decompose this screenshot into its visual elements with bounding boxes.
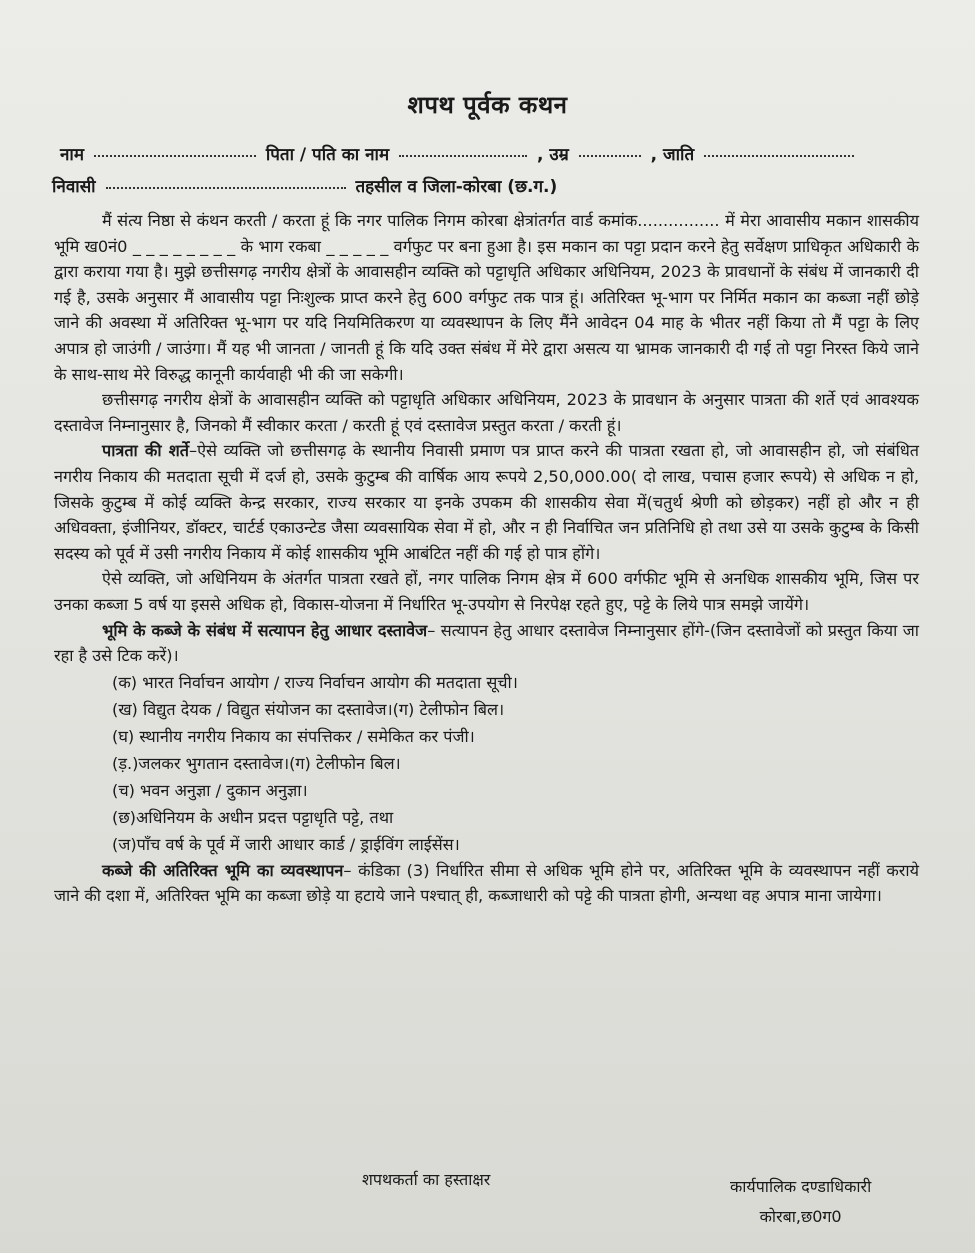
age-blank: [579, 154, 641, 157]
name-blank: [94, 154, 256, 157]
residence-label: निवासी: [52, 177, 96, 197]
document-list: [54, 669, 919, 858]
documents-heading: भूमि के कब्जे के संबंध में सत्यापन हेतु आधार दस्तावेज: [102, 620, 428, 640]
extra-land-text: – कंडिका (3) निर्धारित सीमा से अधिक भूमि होने पर, अतिरिक्त भूमि के व्यवस्थापन नहीं कराये जाने की दशा में, अतिरिक्त भूमि का कब्जा छोड़े या हटाये जाने पश्चात् ही, कब्जाधारी को पट्टे की पात्रता होगी, अन्यथा वह अपात्र माना जायेगा।: [54, 860, 919, 906]
eligibility-text: –ऐसे व्यक्ति जो छत्तीसगढ़ के स्थानीय निवासी प्रमाण पत्र प्राप्त करने की पात्रता रखता हो, जो आवासहीन हो, जो संबंधित नगरीय निकाय की मतदाता सूची में दर्ज हो, उसके कुटुम्ब की वार्षिक आय रूपये 2,50,000.00( दो लाख, पचास हजार रूपये) से अधिक न हो, जिसके कुटुम्ब में कोई व्यक्ति केन्द्र सरकार, राज्य सरकार या इनके उपकम की शासकीय सेवा में(चतुर्थ श्रेणी को छोड़कर) नहीं हो और न ही अधिवक्ता, इंजीनियर, डॉक्टर, चार्टर्ड एकाउन्टेड जैसा व्यवसायिक सेवा में हो, और न ही निर्वाचित जन प्रतिनिधि हो तथा उसे या उसके कुटुम्ब के किसी सदस्य को पूर्व में उसी नगरीय निकाय में कोई शासकीय भूमि आबंटित नहीं की गई हो पात्र होंगे।: [54, 441, 920, 563]
list-item: (ड़.)जलकर भुगतान दस्तावेज।(ग) टेलीफोन बिल।: [112, 753, 401, 773]
name-line: [60, 142, 915, 165]
document-title: शपथ पूर्वक कथन: [407, 91, 568, 119]
list-item: (क) भारत निर्वाचन आयोग / राज्य निर्वाचन आयोग की मतदाता सूची।: [112, 672, 518, 692]
father-blank: [399, 154, 527, 157]
residence-line: [52, 174, 915, 197]
documents-text: – सत्यापन हेतु आधार दस्तावेज निम्नानुसार होंगे-(जिन दस्तावेजों को प्रस्तुत किया जा रहा है उसे टिक करें)।: [54, 620, 919, 666]
list-item: (च) भवन अनुज्ञा / दुकान अनुज्ञा।: [112, 780, 308, 800]
tehsil-label: तहसील व जिला-कोरबा (छ.ग.): [355, 177, 558, 197]
father-label: पिता / पति का नाम: [265, 145, 390, 165]
paragraph-extra-land: [54, 858, 919, 909]
caste-blank: [704, 154, 854, 157]
affidavit-body: [54, 208, 919, 909]
caste-label: , जाति: [650, 145, 695, 165]
list-item: (घ) स्थानीय नगरीय निकाय का संपत्तिकर / समेकित कर पंजी।: [112, 726, 475, 746]
paragraph-land-limit: ऐसे व्यक्ति, जो अधिनियम के अंतर्गत पात्रता रखते हों, नगर पालिक निगम क्षेत्र में 600 वर्गफीट भूमि से अनधिक शासकीय भूमि, जिस पर उनका कब्जा 5 वर्ष या इससे अधिक हो, विकास-योजना में निर्धारित भू-उपयोग से निरपेक्ष रहते हुए, पट्टे के लिये पात्र समझे जायेंगे।: [54, 569, 919, 614]
magistrate-title: कार्यपालिक दण्डाधिकारी: [730, 1177, 872, 1196]
list-item: (ज)पाँच वर्ष के पूर्व में जारी आधार कार्ड / ड्राईविंग लाईसेंस।: [112, 834, 460, 854]
paragraph-declaration: मैं संत्य निष्ठा से कंथन करती / करता हूं कि नगर पालिक निगम कोरबा क्षेत्रांतर्गत वार्ड कमांक................ में मेरा आवासीय मकान शासकीय भूमि ख0नं0 _ _ _ _ _ _ _ _ के भाग रकबा _ _ _ _ _ वर्गफुट पर बना हुआ है। इस मकान का पट्टा प्रदान करने हेतु सर्वेक्षण प्राधिकृत अधिकारी के द्वारा कराया गया है। मुझे छत्तीसगढ़ नगरीय क्षेत्रों के आवासहीन व्यक्ति को पट्टाधृति अधिकार अधिनियम, 2023 के प्रावधानों के संबंध में जानकारी दी गई है, उसके अनुसार मैं आवासीय पट्टा निःशुल्क प्राप्त करने हेतु 600 वर्गफुट तक पात्र हूं। अतिरिक्त भू-भाग पर निर्मित मकान का कब्जा नहीं छोड़े जाने की अवस्था में अतिरिक्त भू-भाग पर यदि नियमितिकरण या व्यवस्थापन के लिए मैंने आवेदन 04 माह के भीतर नहीं किया तो मैं पट्टा के लिए अपात्र हो जाउंगी / जाउंगा। मैं यह भी जानता / जानती हूं कि यदि उक्त संबंध में मेरे द्वारा असत्य या भ्रामक जानकारी दी गई तो पट्टा निरस्त किये जाने के साथ-साथ मेरे विरुद्ध कानूनी कार्यवाही भी की जा सकेगी।: [54, 211, 919, 384]
magistrate-signature-block: [730, 1172, 871, 1232]
magistrate-place: कोरबा,छ0ग0: [759, 1207, 842, 1226]
residence-blank: [106, 186, 346, 189]
extra-land-heading: कब्जे की अतिरिक्त भूमि का व्यवस्थापन: [102, 860, 344, 880]
eligibility-heading: पात्रता की शर्ते: [102, 441, 189, 461]
list-item: (छ)अधिनियम के अधीन प्रदत्त पट्टाधृति पट्टे, तथा: [112, 807, 394, 827]
deponent-signature: शपथकर्ता का हस्ताक्षर: [362, 1170, 491, 1189]
name-label: नाम: [60, 145, 85, 165]
paragraph-eligibility: [54, 438, 919, 566]
list-item: (ख) विद्युत देयक / विद्युत संयोजन का दस्तावेज।(ग) टेलीफोन बिल।: [112, 699, 505, 719]
paragraph-documents: [54, 618, 919, 669]
paragraph-act: छत्तीसगढ़ नगरीय क्षेत्रों के आवासहीन व्यक्ति को पट्टाधृति अधिकार अधिनियम, 2023 के प्रावधान के अनुसार पात्रता की शर्ते एवं आवश्यक दस्तावेज निम्नानुसार है, जिनको मैं स्वीकार करता / करती हूं एवं दस्तावेज प्रस्तुत करता / करती हूं।: [54, 390, 919, 435]
age-label: , उम्र: [536, 145, 569, 165]
